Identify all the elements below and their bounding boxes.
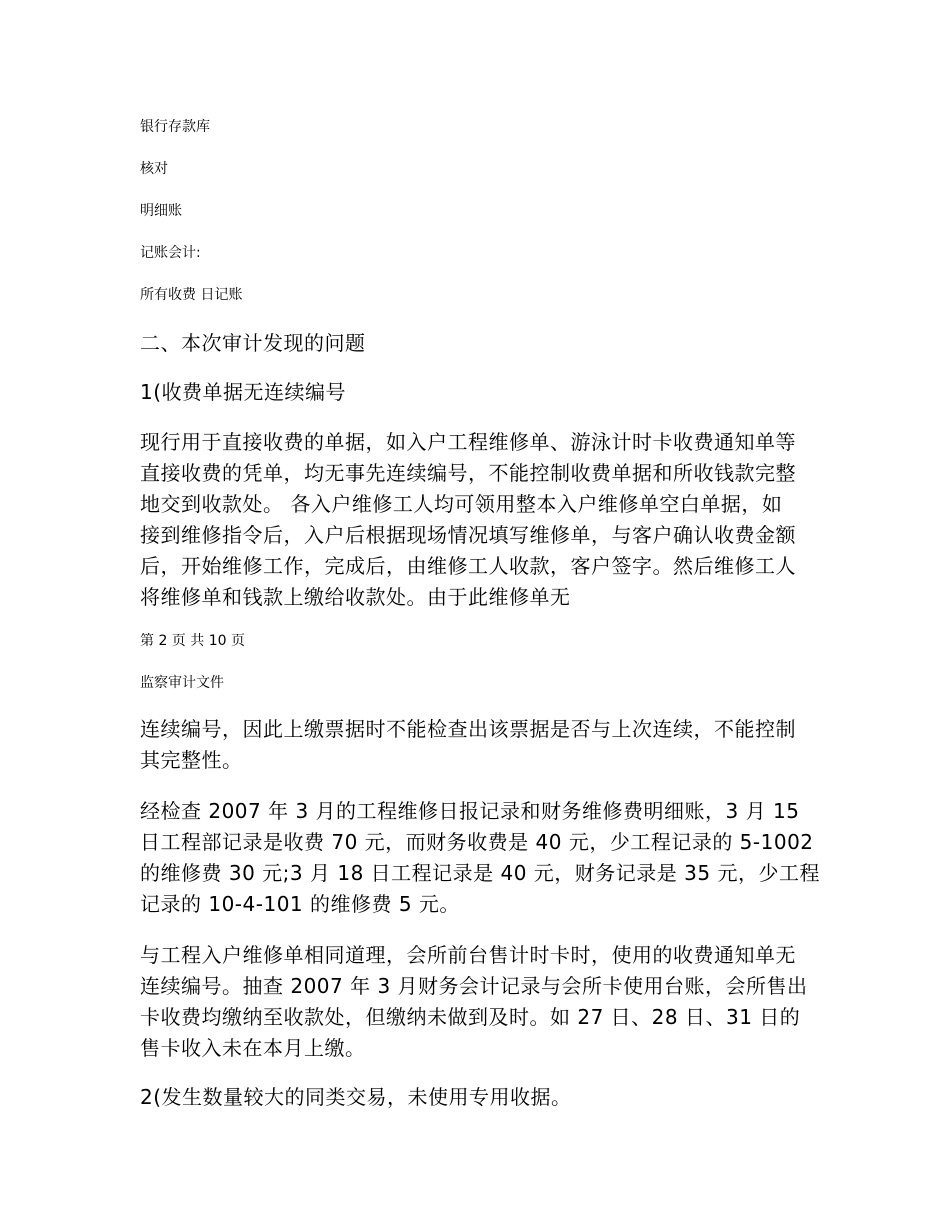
label-detail-ledger: 明细账 <box>140 203 182 219</box>
paragraph-line: 日工程部记录是收费 70 元，而财务收费是 40 元，少工程记录的 5-1002 <box>140 830 814 854</box>
page-footer: 第 2 页 共 10 页 <box>140 633 245 649</box>
paragraph-line: 经检查 2007 年 3 月的工程维修日报记录和财务维修费明细账，3 月 15 <box>140 799 800 823</box>
paragraph-line: 与工程入户维修单相同道理，会所前台售计时卡时，使用的收费通知单无 <box>140 943 796 967</box>
paragraph-line: 后，开始维修工作，完成后，由维修工人收款，客户签字。然后维修工人 <box>140 554 796 578</box>
item-1-heading: 1(收费单据无连续编号 <box>140 380 347 404</box>
item-2-heading: 2(发生数量较大的同类交易，未使用专用收据。 <box>140 1085 572 1109</box>
paragraph-line: 其完整性。 <box>140 748 243 772</box>
section-heading: 二、本次审计发现的问题 <box>140 331 366 355</box>
paragraph-line: 地交到收款处。 各入户维修工人均可领用整本入户维修单空白单据，如 <box>140 492 783 516</box>
label-bank-deposit: 银行存款库 <box>140 119 210 135</box>
paragraph-line: 卡收费均缴纳至收款处，但缴纳未做到及时。如 27 日、28 日、31 日的 <box>140 1005 801 1029</box>
label-verify: 核对 <box>140 161 168 177</box>
paragraph-line: 接到维修指令后，入户后根据现场情况填写维修单，与客户确认收费金额 <box>140 523 796 547</box>
paragraph-line: 售卡收入未在本月上缴。 <box>140 1036 366 1060</box>
label-all-fees-journal: 所有收费 日记账 <box>140 287 243 303</box>
paragraph-line: 直接收费的凭单，均无事先连续编号，不能控制收费单据和所收钱款完整 <box>140 461 796 485</box>
paragraph-line: 记录的 10-4-101 的维修费 5 元。 <box>140 892 460 916</box>
page-header: 监察审计文件 <box>140 675 224 691</box>
paragraph-line: 将维修单和钱款上缴给收款处。由于此维修单无 <box>140 585 571 609</box>
paragraph-line: 的维修费 30 元;3 月 18 日工程记录是 40 元，财务记录是 35 元，少工程 <box>140 861 820 885</box>
paragraph-line: 连续编号，因此上缴票据时不能检查出该票据是否与上次连续，不能控制 <box>140 717 796 741</box>
label-bookkeeping-accountant: 记账会计: <box>140 245 201 261</box>
paragraph-line: 现行用于直接收费的单据，如入户工程维修单、游泳计时卡收费通知单等 <box>140 430 796 454</box>
paragraph-line: 连续编号。抽查 2007 年 3 月财务会计记录与会所卡使用台账，会所售出 <box>140 974 808 998</box>
